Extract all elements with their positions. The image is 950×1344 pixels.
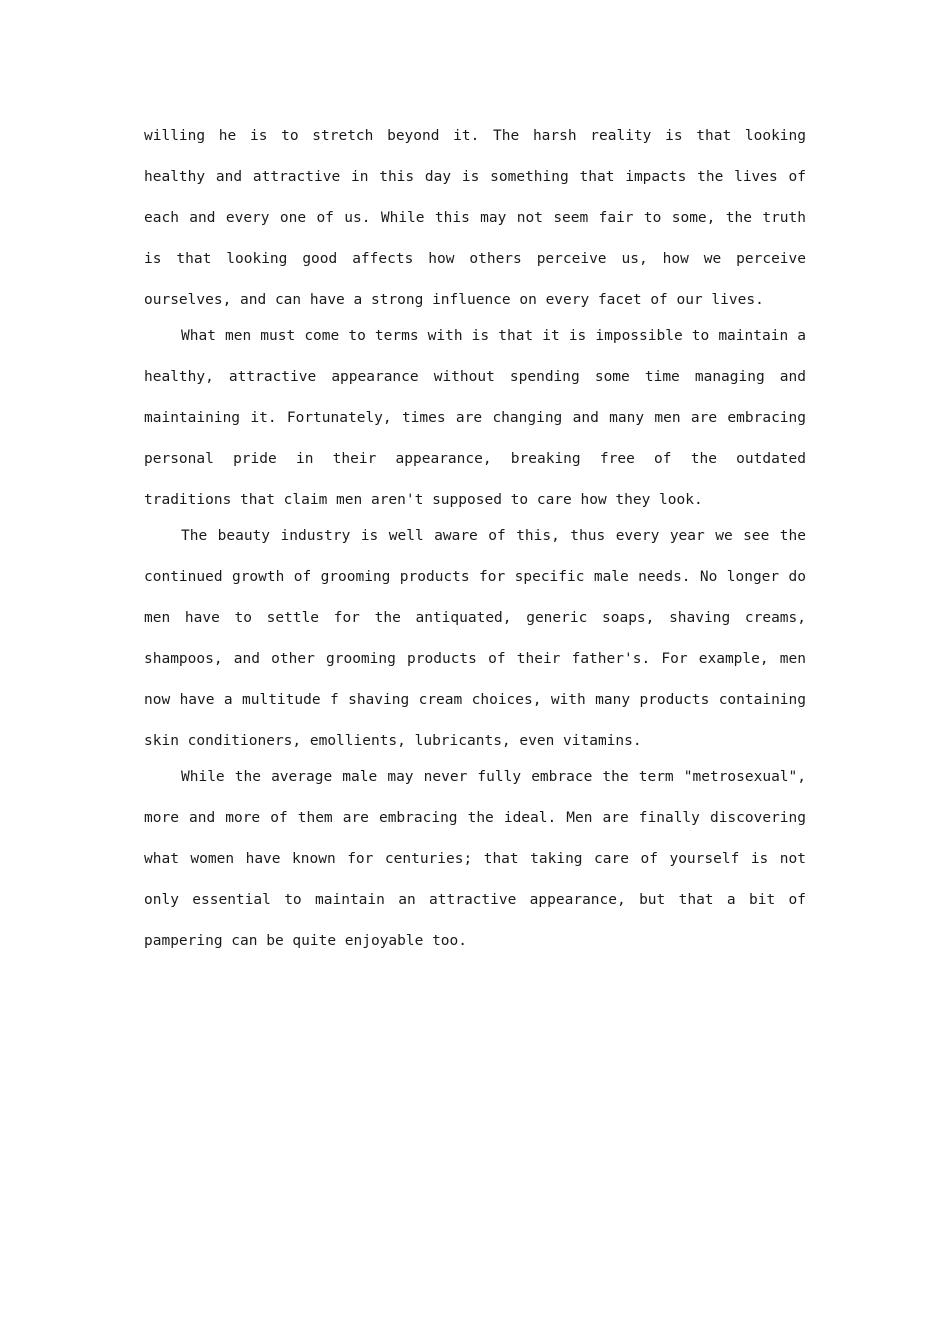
- paragraph-1: willing he is to stretch beyond it. The harsh reality is that looking healthy and attractive in this day is something that impacts the lives of each and every one of us. While this may not seem fair to some, the truth is that looking good affects how others perceive us, how we perceive ourselves, and can have a strong influence on every facet of our lives.: [144, 128, 806, 308]
- body-text: [144, 116, 806, 957]
- paragraph-2: What men must come to terms with is that it is impossible to maintain a healthy, attractive appearance without spending some time managing and maintaining it. Fortunately, times are changing and many men are embracing personal pride in their appearance, breaking free of the outdated traditions that claim men aren't supposed to care how they look.: [144, 328, 806, 508]
- paragraph-3: The beauty industry is well aware of this, thus every year we see the continued growth of grooming products for specific male needs. No longer do men have to settle for the antiquated, generic soaps, shaving creams, shampoos, and other grooming products of their father's. For example, men now have a multitude f shaving cream choices, with many products containing skin conditioners, emollients, lubricants, even vitamins.: [144, 528, 806, 749]
- paragraph-4: While the average male may never fully embrace the term "metrosexual", more and more of them are embracing the ideal. Men are finally discovering what women have known for centuries; that taking care of yourself is not only essential to maintain an attractive appearance, but that a bit of pampering can be quite enjoyable too.: [144, 769, 806, 949]
